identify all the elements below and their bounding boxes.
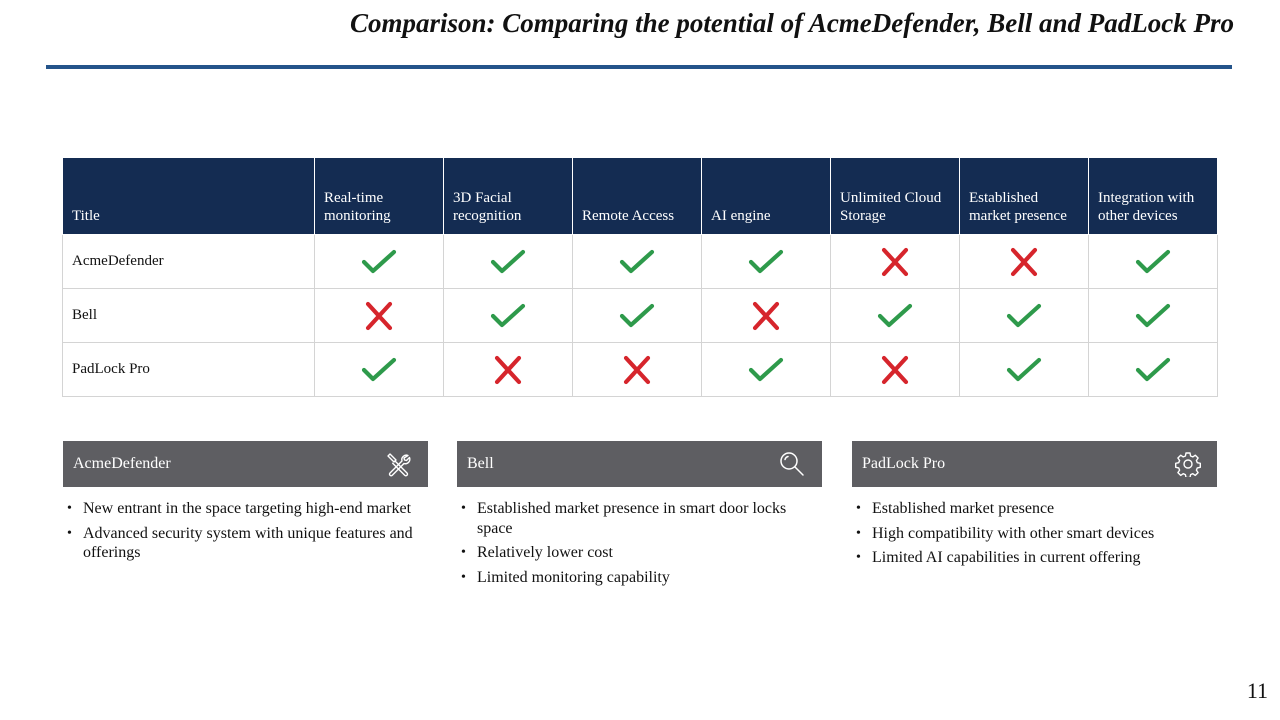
list-item: • Limited monitoring capability xyxy=(459,568,822,588)
table-row xyxy=(63,235,1218,289)
title-underline xyxy=(46,65,1232,69)
row-label: AcmeDefender xyxy=(63,235,315,289)
list-item: • Limited AI capabilities in current offering xyxy=(854,548,1217,568)
cross-icon xyxy=(877,247,913,277)
page-number: 11 xyxy=(1246,678,1268,703)
feature-cell xyxy=(960,235,1089,289)
feature-cell xyxy=(444,343,573,397)
bullet-list xyxy=(852,499,1217,568)
cross-icon xyxy=(361,301,397,331)
row-label: PadLock Pro xyxy=(63,343,315,397)
header-cell: Established market presence xyxy=(960,158,1089,235)
header-cell: Unlimited Cloud Storage xyxy=(831,158,960,235)
search-icon xyxy=(778,450,806,478)
cross-icon xyxy=(619,355,655,385)
bullet-list xyxy=(457,499,822,587)
list-item: • Established market presence in smart door locks space xyxy=(459,499,822,538)
feature-cell xyxy=(573,343,702,397)
check-icon xyxy=(748,247,784,277)
check-icon xyxy=(619,247,655,277)
check-icon xyxy=(748,355,784,385)
row-label: Bell xyxy=(63,289,315,343)
card-bell xyxy=(457,441,822,592)
cross-icon xyxy=(490,355,526,385)
cross-icon xyxy=(877,355,913,385)
feature-cell xyxy=(960,343,1089,397)
comparison-table xyxy=(62,157,1218,397)
feature-cell xyxy=(702,343,831,397)
card-header xyxy=(852,441,1217,487)
feature-cell xyxy=(831,235,960,289)
check-icon xyxy=(490,301,526,331)
slide-title: Comparison: Comparing the potential of AcmeDefender, Bell and PadLock Pro xyxy=(350,8,1234,38)
feature-cell xyxy=(1089,235,1218,289)
header-cell: Title xyxy=(63,158,315,235)
card-acmedefender xyxy=(63,441,428,568)
table-row xyxy=(63,343,1218,397)
gear-icon xyxy=(1175,451,1201,477)
feature-cell xyxy=(702,235,831,289)
feature-cell xyxy=(315,289,444,343)
header-cell: 3D Facial recognition xyxy=(444,158,573,235)
feature-cell xyxy=(702,289,831,343)
bullet-list xyxy=(63,499,428,563)
cross-icon xyxy=(1006,247,1042,277)
check-icon xyxy=(1135,247,1171,277)
cross-icon xyxy=(748,301,784,331)
table-header-row xyxy=(63,158,1218,235)
check-icon xyxy=(877,301,913,331)
list-item: • Established market presence xyxy=(854,499,1217,519)
card-padlock-pro xyxy=(852,441,1217,573)
feature-cell xyxy=(315,235,444,289)
feature-cell xyxy=(831,289,960,343)
check-icon xyxy=(361,247,397,277)
card-title: AcmeDefender xyxy=(73,455,171,472)
list-item: • New entrant in the space targeting high-end market xyxy=(65,499,428,519)
check-icon xyxy=(1006,301,1042,331)
check-icon xyxy=(619,301,655,331)
card-title: Bell xyxy=(467,455,494,472)
feature-cell xyxy=(573,289,702,343)
card-header xyxy=(457,441,822,487)
header-cell: Integration with other devices xyxy=(1089,158,1218,235)
tools-icon xyxy=(384,450,412,478)
table-row xyxy=(63,289,1218,343)
feature-cell xyxy=(444,235,573,289)
card-header xyxy=(63,441,428,487)
feature-cell xyxy=(444,289,573,343)
check-icon xyxy=(1135,355,1171,385)
card-title: PadLock Pro xyxy=(862,455,946,472)
list-item: • Advanced security system with unique features and offerings xyxy=(65,524,428,563)
feature-cell xyxy=(573,235,702,289)
check-icon xyxy=(490,247,526,277)
check-icon xyxy=(1006,355,1042,385)
feature-cell xyxy=(1089,289,1218,343)
check-icon xyxy=(361,355,397,385)
list-item: • High compatibility with other smart devices xyxy=(854,524,1217,544)
header-cell: Remote Access xyxy=(573,158,702,235)
list-item: • Relatively lower cost xyxy=(459,543,822,563)
check-icon xyxy=(1135,301,1171,331)
feature-cell xyxy=(831,343,960,397)
header-cell: AI engine xyxy=(702,158,831,235)
feature-cell xyxy=(1089,343,1218,397)
feature-cell xyxy=(315,343,444,397)
header-cell: Real-time monitoring xyxy=(315,158,444,235)
feature-cell xyxy=(960,289,1089,343)
